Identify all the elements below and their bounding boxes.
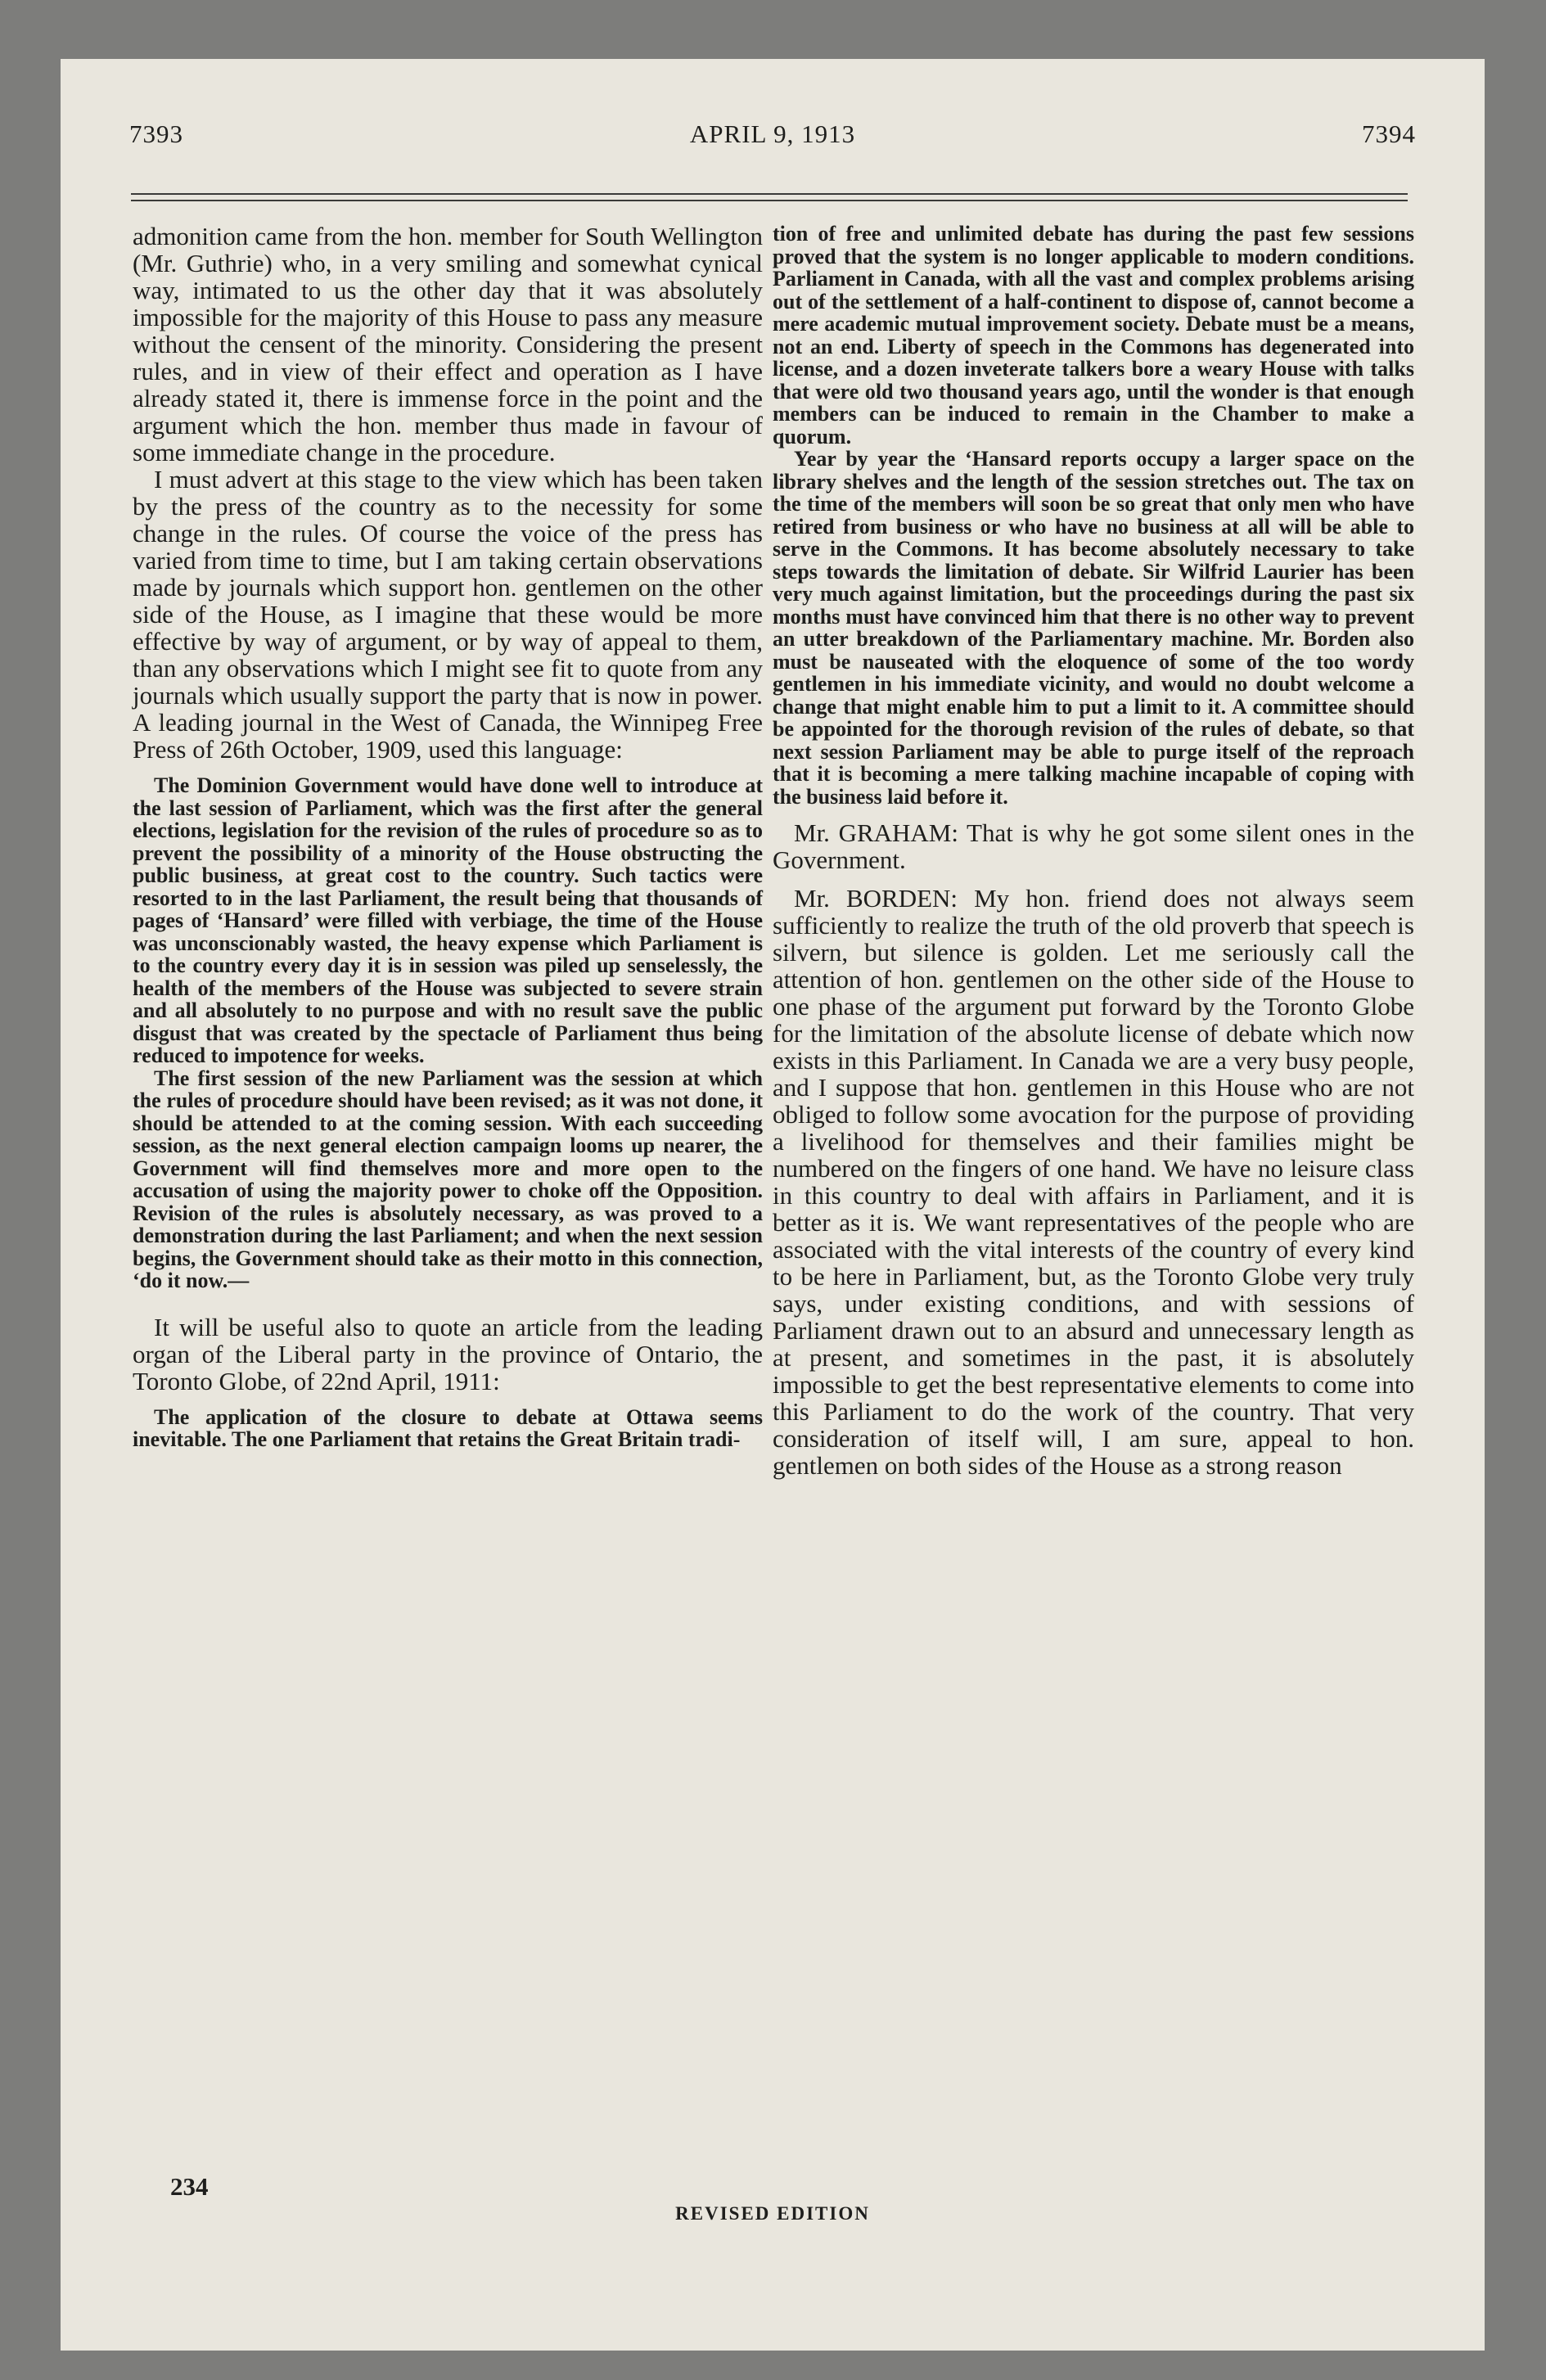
header-rule-bottom bbox=[131, 200, 1408, 201]
left-paragraph-2: I must advert at this stage to the view which has been taken by the press of the country as to the necessity for some change in the rules. Of course the voice of the press has varied from time to time, but I am taking certain observations made by journals which support hon. gentlemen on the other side of the House, as I imagine that these would be more effective by way of argument, or by way of appeal to them, than any observations which I might see fit to quote from any journals which usually support the party that is now in power. A leading journal in the West of Canada, the Winnipeg Free Press of 26th October, 1909, used this language: bbox=[133, 465, 763, 764]
quote-globe-2: Year by year the ‘Hansard reports occupy a larger space on the library shelves and the length of the session stretches out. The tax on the time of the members will soon be so great that only men who have retired from business or who have no business at all will be able to serve in the Commons. It has become absolutely necessary to take steps towards the limitation of debate. Sir Wilfrid Laurier has been very much against limitation, but the proceedings during the past six months must have convinced him that there is no other way to prevent an utter breakdown of the Parliamentary machine. Mr. Borden also must be nauseated with the eloquence of some of the too wordy gentlemen in his immediate vicinity, and would no doubt welcome a change that might enable him to put a limit to it. A committee should be appointed for the thorough revision of the rules of debate, so that next session Parliament may be able to purge itself of the reproach that it is becoming a mere talking machine incapable of coping with the business laid before it. bbox=[773, 447, 1414, 809]
left-paragraph-3: It will be useful also to quote an article from the leading organ of the Liberal party in the province of Ontario, the Toronto Globe, of 22nd April, 1911: bbox=[133, 1312, 763, 1395]
quote-globe-continued: tion of free and unlimited debate has during the past few sessions proved that the system is no longer applicable to modern conditions. Parliament in Canada, with all the vast and complex problems arising out of the settlement of a half-continent to dispose of, cannot become a mere academic mutual improvement society. Debate must be a means, not an end. Liberty of speech in the Commons has degenerated into license, and a dozen inveterate talkers bore a weary House with talks that were old two thousand years ago, until the wonder is that enough members can be induced to remain in the Chamber to make a quorum. bbox=[773, 222, 1414, 449]
page-number-left: 7393 bbox=[129, 119, 183, 148]
quote-globe-start: The application of the closure to debate at Ottawa seems inevitable. The one Parliament that retains the Great Britain tradi- bbox=[133, 1404, 763, 1451]
quote-free-press-2: The first session of the new Parliament was the session at which the rules of procedure should have been revised; as it was not done, it should be attended to at the coming session. With each succeeding session, as the next general election campaign looms up nearer, the Government will find themselves more and more open to the accusation of using the majority power to choke off the Opposition. Revision of the rules is absolutely necessary, as was proved to a demonstration during the last Parliament; and when the next session begins, the Government should take as their motto in this connection, ‘do it now.— bbox=[133, 1066, 763, 1292]
right-column bbox=[773, 223, 1414, 1479]
page-date: APRIL 9, 1913 bbox=[689, 119, 856, 148]
left-column bbox=[133, 223, 763, 1451]
left-paragraph-1: admonition came from the hon. member for South Wellington (Mr. Guthrie) who, in a very smiling and somewhat cynical way, intimated to us the other day that it was absolutely impossible for the majority of this House to pass any measure without the censent of the minority. Considering the present rules, and in view of their effect and operation as I have already stated it, there is immense force in the point and the argument which the hon. member thus made in favour of some immediate change in the procedure. bbox=[133, 222, 763, 467]
speech-graham: Mr. GRAHAM: That is why he got some silent ones in the Government. bbox=[773, 818, 1414, 874]
hansard-page bbox=[61, 59, 1485, 2351]
quote-free-press-1: The Dominion Government would have done well to introduce at the last session of Parliament, which was the first after the general elections, legislation for the revision of the rules of procedure so as to prevent the possibility of a minority of the House obstructing the public business, at great cost to the country. Such tactics were resorted to in the last Parliament, the result being that thousands of pages of ‘Hansard’ were filled with verbiage, the time of the House was unconscionably wasted, the heavy expense which Parliament is to the country every day it is in session was piled up senselessly, the health of the members of the House was subjected to severe strain and all absolutely to no purpose and with no result save the public disgust that was created by the spectacle of Parliament thus being reduced to impotence for weeks. bbox=[133, 773, 763, 1067]
page-number-right: 7394 bbox=[1362, 119, 1416, 148]
header-rule-top bbox=[131, 193, 1408, 195]
folio-number: 234 bbox=[170, 2172, 209, 2201]
edition-label: REVISED EDITION bbox=[675, 2203, 870, 2224]
speech-borden: Mr. BORDEN: My hon. friend does not always seem sufficiently to realize the truth of the old proverb that speech is silvern, but silence is golden. Let me seriously call the attention of hon. gentlemen on the other side of the House to one phase of the argument put forward by the Toronto Globe for the limitation of the absolute license of debate which now exists in this Parliament. In Canada we are a very busy people, and I suppose that hon. gentlemen in this House who are not obliged to follow some avocation for the purpose of providing a livelihood for themselves and their families might be numbered on the fingers of one hand. We have no leisure class in this country to deal with affairs in Parliament, and it is better as it is. We want representatives of the people who are associated with the vital interests of the country of every kind to be here in Parliament, but, as the Toronto Globe very truly says, under existing conditions, and with sessions of Parliament drawn out to an absurd and unnecessary length as at present, and sometimes in the past, it is absolutely impossible to get the best representative elements to come into this Parliament to do the work of the country. That very consideration of itself will, I am sure, appeal to hon. gentlemen on both sides of the House as a strong reason bbox=[773, 884, 1414, 1480]
